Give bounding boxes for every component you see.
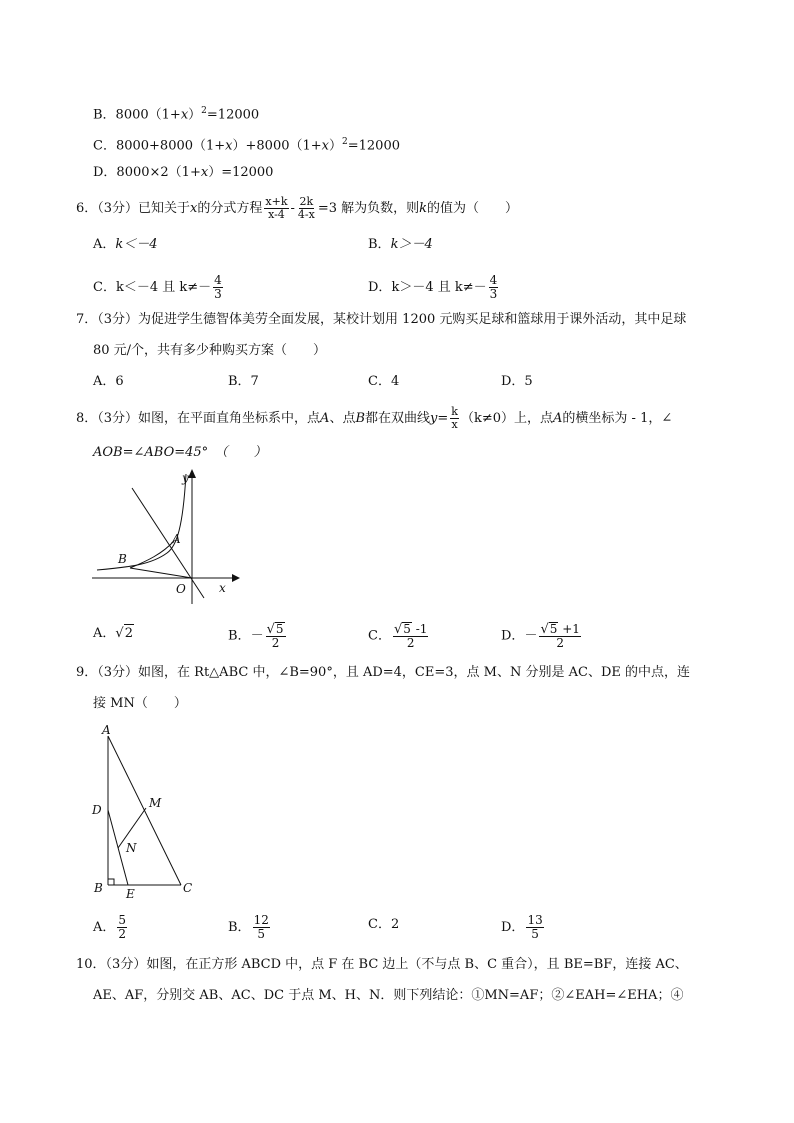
q8-option-d-fraction: √ 5 +1 2 — [540, 622, 580, 650]
q8-option-c-radicand: 5 — [403, 622, 411, 636]
q9-option-d-label: D． — [501, 920, 525, 935]
q6-prefix: 6．（3分）已知关于 — [76, 201, 191, 216]
q6-option-b — [368, 236, 433, 254]
q6-fraction-1-num: x+k — [265, 195, 288, 208]
q9-label-d: D — [92, 803, 102, 817]
q6-option-c-fraction — [213, 274, 223, 301]
q9-stem-line1: 9．（3分）如图，在 Rt△ABC 中，∠B=90°，且 AD=4，CE=3，点 M、N 分别是 AC、DE 的中点，连 — [76, 665, 690, 680]
q8-var-y: y — [430, 411, 438, 426]
q5-option-b-exponent: 2 — [201, 106, 207, 116]
q9-option-b — [228, 914, 272, 941]
q6-option-c-label: C． — [93, 280, 116, 295]
q8-option-b-sign: － — [250, 628, 264, 644]
q10-stem-line1: 10．（3分）如图，在正方形 ABCD 中，点 F 在 BC 边上（不与点 B、C 重合），且 BE=BF，连接 AC、 — [76, 957, 688, 972]
q6-option-b-label: B． — [368, 237, 391, 252]
q6-minus: - — [290, 201, 295, 216]
q9-option-a-label: A． — [93, 920, 116, 935]
q6-fraction-2 — [297, 196, 316, 221]
q9-right-angle-mark — [108, 879, 114, 885]
q8-option-c-tail: -1 — [411, 622, 428, 636]
q6-option-d-text: k＞－4 且 k≠－ — [391, 280, 487, 295]
q8-mid1: 、点 — [329, 411, 356, 426]
q8-fraction — [450, 406, 459, 431]
q6-option-d-den: 3 — [489, 287, 498, 301]
q5-option-c-var2: x — [321, 138, 329, 154]
q8-option-b-den: 2 — [271, 636, 280, 650]
q9-stem-line2: 接 MN（ ） — [93, 696, 187, 711]
q8-option-c — [368, 622, 430, 650]
q8-stem-line2: AOB=∠ABO=45° （ ） — [93, 445, 267, 460]
q8-stem-line1 — [76, 406, 672, 431]
q9-option-d — [501, 914, 546, 941]
q9-label-b: B — [94, 881, 103, 895]
q6-option-c — [93, 274, 225, 301]
q8-option-a-radicand: 2 — [124, 626, 133, 641]
q6-option-d-num: 4 — [489, 273, 498, 287]
q8-cond: （k≠0）上，点 — [460, 411, 554, 426]
q9-option-b-den: 5 — [257, 927, 266, 941]
q9-option-d-den: 5 — [531, 927, 539, 941]
q5-option-c-suffix: =12000 — [347, 138, 400, 154]
q6-option-c-num: 4 — [214, 273, 222, 287]
q5-option-b-mid: ） — [188, 107, 202, 123]
q9-option-a-num: 5 — [118, 913, 127, 927]
q10-stem-line2: AE、AF，分别交 AB、AC、DC 于点 M、H、N．则下列结论：①MN=AF；②∠EAH=∠EHA；④ — [93, 988, 684, 1003]
q8-point-a: A — [320, 411, 330, 426]
q6-option-c-den: 3 — [214, 287, 222, 301]
q8-prefix: 8．（3分）如图，在平面直角坐标系中，点 — [76, 411, 321, 426]
q6-stem — [76, 196, 518, 221]
q8-fraction-den: x — [451, 418, 458, 431]
q9-option-b-label: B． — [228, 920, 251, 935]
q9-label-n: N — [126, 841, 137, 855]
q6-option-d-label: D． — [368, 280, 392, 295]
q9-label-c: C — [183, 881, 193, 895]
q5-option-d-var: x — [200, 165, 209, 180]
q9-option-b-fraction — [253, 914, 270, 941]
q9-label-m: M — [149, 796, 162, 810]
q8-label-o: O — [176, 582, 186, 596]
q9-label-e: E — [126, 887, 135, 900]
q6-var-k: k — [419, 201, 428, 216]
q5-option-c-prefix: C．8000+8000（1+ — [93, 138, 226, 154]
q6-option-b-text: k＞－4 — [390, 237, 433, 252]
q8-label-a: A — [172, 532, 181, 546]
q8-label-b: B — [118, 552, 127, 566]
q5-option-c-mid: ）+8000（1+ — [232, 138, 322, 154]
q6-option-d-fraction — [489, 274, 499, 301]
q7-option-d: D．5 — [501, 374, 533, 389]
q8-point-a2: A — [553, 411, 563, 426]
q6-option-a-text: k＜－4 — [115, 237, 158, 252]
q7-stem-line1: 7．（3分）为促进学生德智体美劳全面发展，某校计划用 1200 元购买足球和篮球用于课外活动，其中足球 — [76, 312, 687, 327]
q6-option-a — [93, 236, 158, 254]
q8-suffix: 的横坐标为 - 1，∠ — [562, 411, 673, 426]
q7-stem-line2: 80 元/个，共有多少种购买方案（ ） — [93, 343, 327, 358]
q6-mid: 的分式方程 — [197, 201, 263, 216]
q8-fraction-num: k — [451, 405, 458, 418]
q6-fraction-1-den: x-4 — [268, 208, 285, 221]
q8-option-d-den: 2 — [556, 636, 564, 650]
q8-option-b-fraction: √ 5 2 — [266, 622, 284, 650]
q5-option-c-var1: x — [225, 138, 233, 154]
q9-option-a — [93, 914, 129, 941]
q8-option-d-sign: － — [524, 628, 538, 644]
q9-label-a: A — [102, 723, 111, 737]
q8-option-c-label: C． — [368, 628, 391, 644]
q8-option-a — [93, 624, 134, 643]
q7-option-c: C．4 — [368, 374, 400, 389]
q8-y-axis-arrow — [188, 469, 196, 478]
q9-figure — [88, 720, 198, 900]
q8-mid2: 都在双曲线 — [365, 411, 431, 426]
q9-option-a-den: 2 — [118, 927, 127, 941]
q5-option-c-exponent: 2 — [342, 137, 348, 147]
q8-label-y: y — [182, 471, 189, 485]
q8-segment-bo — [130, 568, 192, 578]
q7-option-b: B．7 — [228, 374, 259, 389]
q8-point-b: B — [355, 411, 366, 426]
q6-suffix: 的值为（ ） — [427, 201, 519, 216]
q7-option-a: A．6 — [93, 374, 124, 389]
q5-option-b-prefix: B．8000（1+ — [93, 107, 181, 123]
q8-option-b — [228, 622, 288, 650]
q9-option-a-fraction — [117, 914, 127, 941]
q6-var-x: x — [190, 201, 198, 216]
q6-fraction-2-den: 4-x — [297, 208, 315, 221]
q5-option-b — [93, 102, 259, 124]
q8-option-d-radicand: 5 — [549, 622, 558, 636]
q9-option-c: C．2 — [368, 917, 400, 932]
q5-option-d-prefix: D．8000×2（1+ — [93, 165, 201, 180]
q8-option-d — [501, 622, 583, 650]
q9-option-b-num: 12 — [253, 913, 269, 927]
q9-option-d-fraction — [526, 914, 543, 941]
q8-eq: = — [437, 411, 449, 426]
q6-option-c-text: k＜－4 且 k≠－ — [115, 280, 212, 295]
q5-option-c — [93, 133, 400, 155]
q8-option-b-radicand: 5 — [275, 622, 284, 636]
q6-option-a-label: A． — [93, 237, 116, 252]
q5-option-b-suffix: =12000 — [206, 107, 260, 123]
q8-figure — [92, 466, 242, 606]
q5-option-d — [93, 164, 273, 182]
q6-fraction-2-num: 2k — [299, 195, 314, 208]
q8-option-d-tail: +1 — [558, 622, 580, 636]
q8-line-ao — [132, 488, 204, 598]
q8-hyperbola — [97, 474, 186, 570]
q8-option-a-sqrt: √ 2 — [115, 626, 133, 641]
q8-option-d-label: D． — [501, 628, 525, 644]
q5-option-c-mid2: ） — [329, 138, 343, 154]
q6-option-d — [368, 274, 500, 301]
q8-label-x: x — [219, 581, 226, 595]
q5-option-d-suffix: ）=12000 — [208, 165, 274, 180]
q8-option-c-den: 2 — [406, 636, 415, 650]
q8-option-b-label: B． — [228, 628, 251, 644]
q8-segment-ba — [130, 541, 174, 568]
q8-x-axis-arrow — [232, 574, 240, 582]
q9-option-d-num: 13 — [527, 913, 543, 927]
q6-after: =3 解为负数，则 — [317, 201, 420, 216]
q5-option-b-var: x — [180, 107, 189, 123]
q8-option-a-label: A． — [93, 626, 116, 641]
q6-fraction-1 — [264, 196, 288, 221]
q8-option-c-fraction: √ 5 -1 2 — [393, 622, 428, 650]
